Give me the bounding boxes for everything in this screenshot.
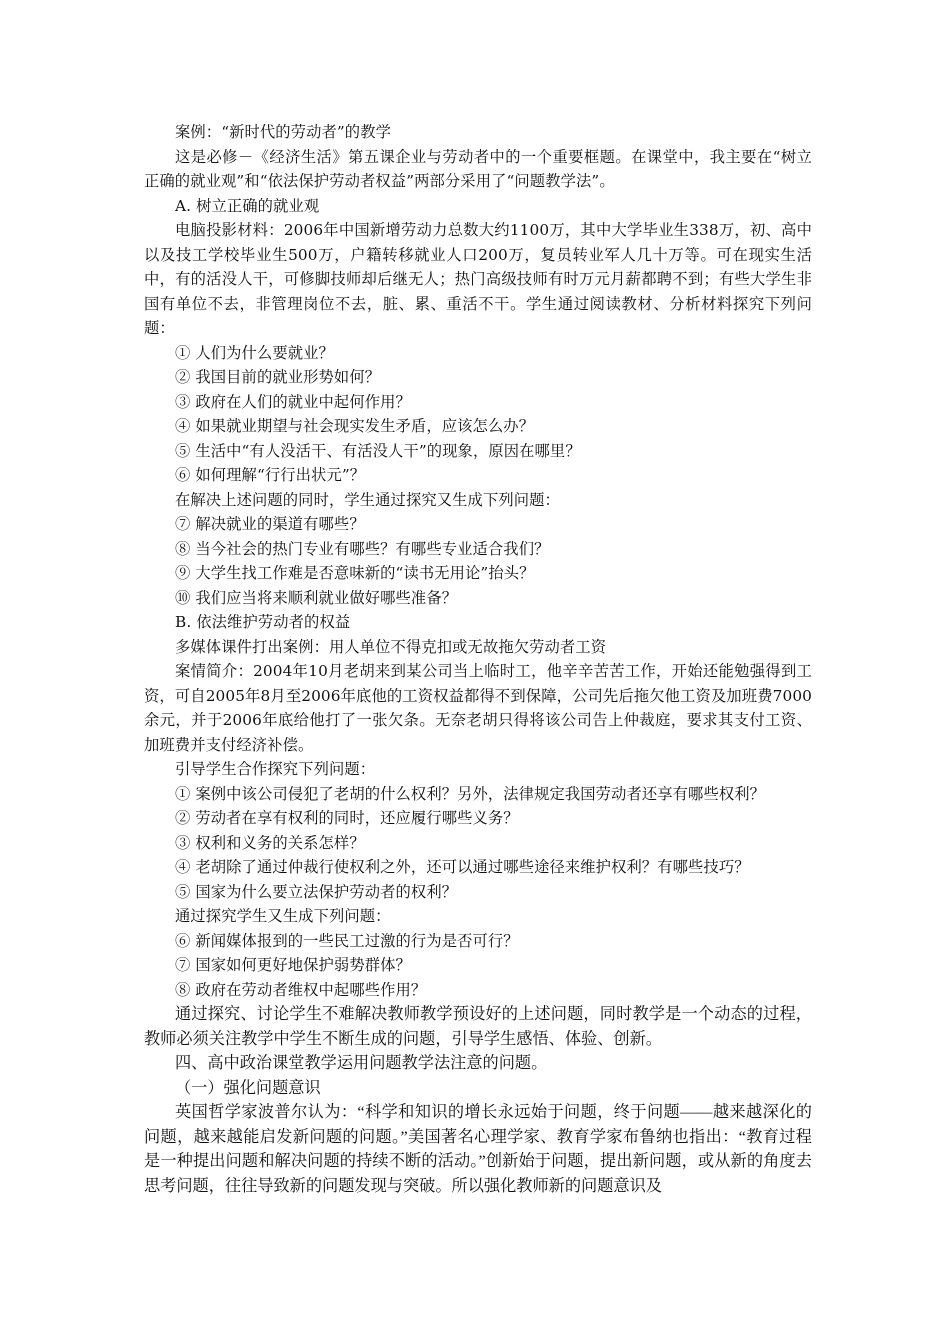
list-item: ③ 权利和义务的关系怎样？	[175, 833, 365, 852]
section-b-follow-intro: 通过探究学生又生成下列问题：	[175, 907, 391, 925]
list-item: ④ 老胡除了通过仲裁行使权利之外，还可以通过哪些途径来维护权利？有哪些技巧？	[175, 858, 750, 876]
intro-paragraph: 这是必修－《经济生活》第五课企业与劳动者中的一个重要框题。在课堂中，我主要在“树立正确的就业观”和“依法保护劳动者权益”两部分采用了“问题教学法”。	[144, 147, 812, 190]
conclusion-paragraph: 通过探究、讨论学生不难解决教师教学预设好的上述问题，同时教学是一个动态的过程，教师必须关注教学中学生不断生成的问题，引导学生感悟、体验、创新。	[144, 1005, 812, 1048]
section-b-guide: 引导学生合作探究下列问题：	[175, 760, 376, 778]
section-a-heading: A. 树立正确的就业观	[175, 196, 320, 215]
case-title: 案例：“新时代的劳动者”的教学	[175, 123, 392, 141]
popper-paragraph: 英国哲学家波普尔认为：“科学和知识的增长永远始于问题，终于问题——越来越深化的问题，越来越能启发新问题的问题。”美国著名心理学家、教育学家布鲁纳也指出：“教育过程是一种提出问题和解决问题的持续不断的活动。”创新始于问题，提出新问题，或从新的角度去思考问题，往往导致新的问题发现与突破。所以强化教师新的问题意识及	[144, 1103, 812, 1195]
part-four-heading: 四、高中政治课堂教学运用问题教学法注意的问题。	[175, 1054, 548, 1072]
list-item: ④ 如果就业期望与社会现实发生矛盾，应该怎么办？	[175, 417, 535, 435]
list-item: ① 人们为什么要就业？	[175, 343, 334, 362]
section-a-follow-intro: 在解决上述问题的同时，学生通过探究又生成下列问题：	[175, 490, 560, 509]
list-item: ⑤ 国家为什么要立法保护劳动者的权利？	[175, 882, 458, 901]
list-item: ⑦ 解决就业的渠道有哪些？	[175, 515, 365, 533]
list-item: ⑧ 当今社会的热门专业有哪些？有哪些专业适合我们？	[175, 539, 550, 558]
list-item: ⑩ 我们应当将来顺利就业做好哪些准备？	[175, 588, 458, 607]
list-item: ② 我国目前的就业形势如何？	[175, 368, 381, 386]
section-b-case-intro: 多媒体课件打出案例：用人单位不得克扣或无故拖欠劳动者工资	[175, 637, 607, 656]
section-a-material: 电脑投影材料：2006年中国新增劳动力总数大约1100万，其中大学毕业生338万，初、高中以及技工学校毕业生500万，户籍转移就业人口200万，复员转业军人几十万等。可在现实生活中，有的活没人干，可修脚技师却后继无人；热门高级技师有时万元月薪都聘不到；有些大学生非国有单位不去，非管理岗位不去，脏、累、重活不干。学生通过阅读教材、分析材料探究下列问题：	[144, 221, 812, 337]
sub-heading-1: （一）强化问题意识	[175, 1078, 321, 1097]
section-b-case-text: 案情简介：2004年10月老胡来到某公司当上临时工，他辛辛苦苦工作，开始还能勉强得到工资，可自2005年8月至2006年底他的工资权益都得不到保障，公司先后拖欠他工资及加班费7000余元，并于2006年底给他打了一张欠条。无奈老胡只得将该公司告上仲裁庭，要求其支付工资、加班费并支付经济补偿。	[144, 662, 812, 754]
list-item: ⑦ 国家如何更好地保护弱势群体？	[175, 956, 411, 974]
list-item: ③ 政府在人们的就业中起何作用？	[175, 392, 411, 411]
list-item: ⑤ 生活中“有人没活干、有活没人干”的现象，原因在哪里？	[175, 441, 581, 460]
list-item: ⑥ 新闻媒体报到的一些民工过激的行为是否可行？	[175, 931, 519, 950]
list-item: ② 劳动者在享有权利的同时，还应履行哪些义务？	[175, 809, 519, 827]
list-item: ① 案例中该公司侵犯了老胡的什么权利？另外，法律规定我国劳动者还享有哪些权利？	[175, 784, 766, 803]
list-item: ⑨ 大学生找工作难是否意味新的“读书无用论”抬头？	[175, 564, 535, 582]
section-b-heading: B. 依法维护劳动者的权益	[175, 613, 351, 631]
list-item: ⑧ 政府在劳动者维权中起哪些作用？	[175, 980, 427, 999]
list-item: ⑥ 如何理解“行行出状元”？	[175, 466, 366, 484]
document-body	[144, 120, 812, 1198]
